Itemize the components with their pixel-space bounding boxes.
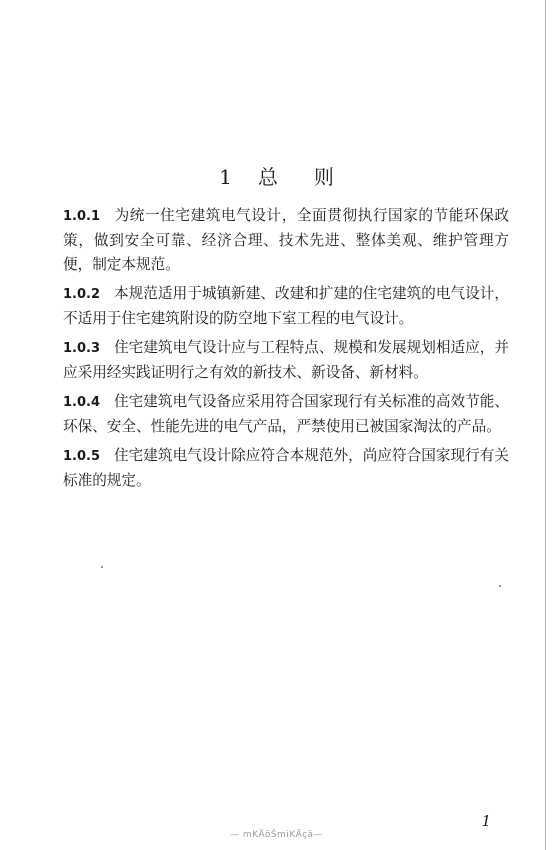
clause-1-0-3 — [63, 336, 509, 385]
clause-text: 住宅建筑电气设计应与工程特点、规模和发展规划相适应，并应采用经实践证明行之有效的新技术、新设备、新材料。 — [63, 339, 509, 381]
footer-watermark: — mKÄöŠmiKÄçä— — [229, 830, 324, 840]
clause-number: 1.0.4 — [63, 395, 101, 410]
chapter-number: 1 — [219, 165, 232, 190]
scan-speck — [101, 566, 103, 568]
clause-number: 1.0.5 — [63, 449, 101, 464]
clause-1-0-5 — [63, 444, 509, 493]
chapter-title-word-2: 则 — [313, 165, 334, 190]
clause-number: 1.0.3 — [63, 341, 101, 356]
clause-text: 为统一住宅建筑电气设计，全面贯彻执行国家的节能环保政策，做到安全可靠、经济合理、技术先进、整体美观、维护管理方便，制定本规范。 — [63, 207, 509, 273]
clause-number: 1.0.2 — [63, 287, 101, 302]
clause-list — [63, 204, 509, 498]
chapter-title — [0, 161, 553, 190]
clause-text: 住宅建筑电气设备应采用符合国家现行有关标准的高效节能、环保、安全、性能先进的电气产品，严禁使用已被国家淘汰的产品。 — [63, 393, 509, 435]
chapter-title-word-1: 总 — [257, 165, 278, 190]
clause-1-0-4 — [63, 390, 509, 439]
page-edge-rule — [545, 0, 546, 850]
clause-text: 住宅建筑电气设计除应符合本规范外，尚应符合国家现行有关标准的规定。 — [63, 447, 509, 489]
clause-number: 1.0.1 — [63, 209, 101, 224]
clause-1-0-1 — [63, 204, 509, 277]
clause-1-0-2 — [63, 282, 509, 331]
page-number: 1 — [481, 812, 491, 830]
clause-text: 本规范适用于城镇新建、改建和扩建的住宅建筑的电气设计，不适用于住宅建筑附设的防空地下室工程的电气设计。 — [63, 285, 509, 327]
scan-speck — [499, 585, 501, 587]
